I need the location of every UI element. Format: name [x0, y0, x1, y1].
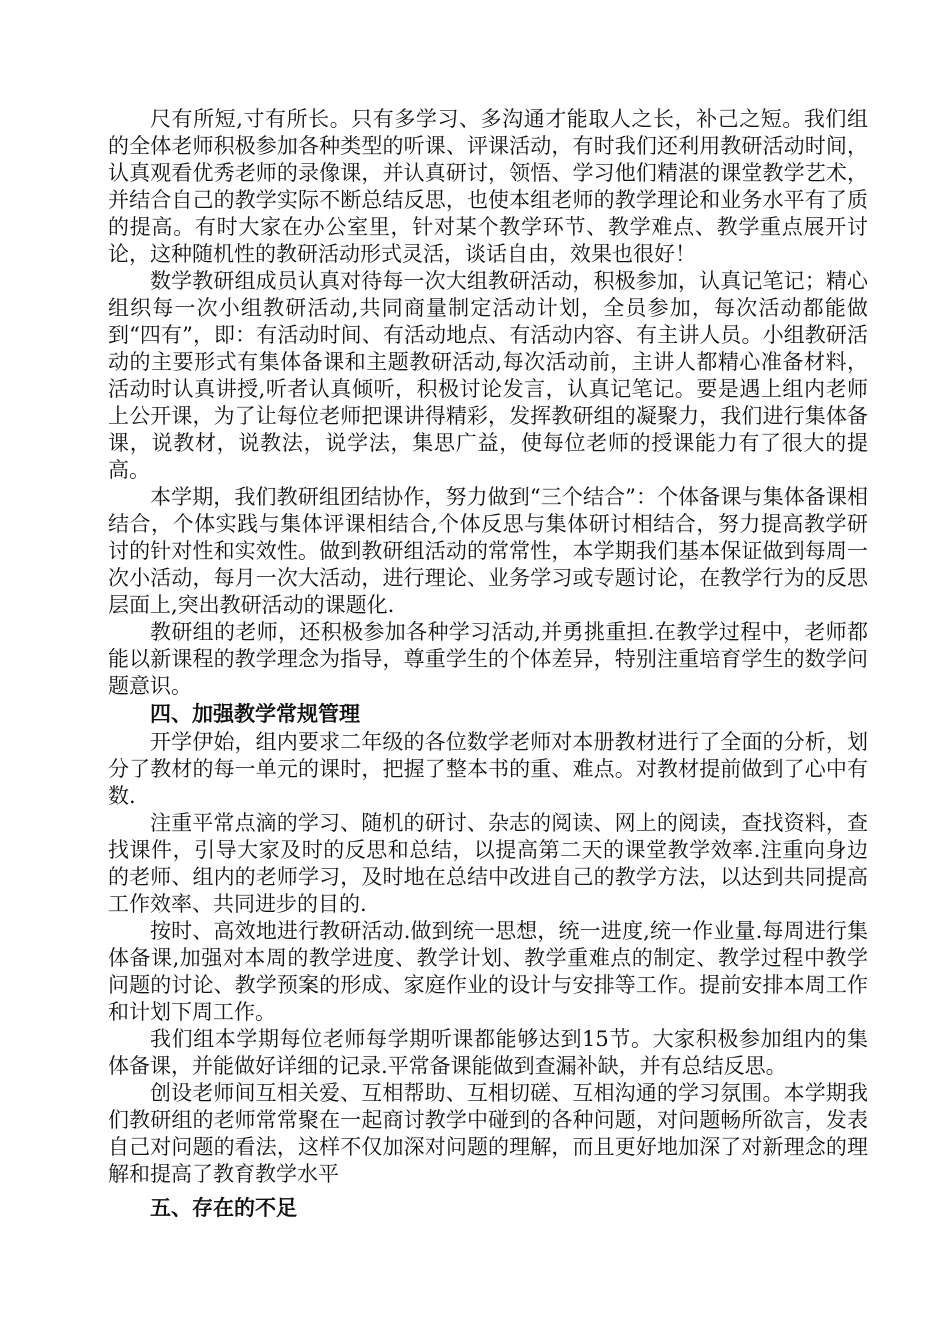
- paragraph-textbook-analysis: 开学伊始，组内要求二年级的各位数学老师对本册教材进行了全面的分析，划分了教材的每一单元的课时，把握了整本书的重、难点。对教材提前做到了心中有数.: [108, 730, 868, 808]
- paragraph-three-combinations: 本学期，我们教研组团结协作，努力做到“三个结合”：个体备课与集体备课相结合，个体实践与集体评课相结合,个体反思与集体研讨相结合，努力提高教学研讨的针对性和实效性。做到教研组活动的常常性，本学期我们基本保证做到每周一次小活动，每月一次大活动，进行理论、业务学习或专题讨论，在教学行为的反思层面上,突出教研活动的课题化.: [108, 485, 868, 617]
- paragraph-group-activities: 数学教研组成员认真对待每一次大组教研活动，积极参加，认真记笔记；精心组织每一次小组教研活动,共同商量制定活动计划，全员参加，每次活动都能做到“四有”，即：有活动时间、有活动地点、有活动内容、有主讲人员。小组教研活动的主要形式有集体备课和主题教研活动,每次活动前，主讲人都精心准备材料，活动时认真讲授,听者认真倾听，积极讨论发言，认真记笔记。要是遇上组内老师上公开课，为了让每位老师把课讲得精彩，发挥教研组的凝聚力，我们进行集体备课，说教材，说教法，说学法，集思广益，使每位老师的授课能力有了很大的提高。: [108, 269, 868, 482]
- paragraph-efficient-research: 按时、高效地进行教研活动.做到统一思想，统一进度,统一作业量.每周进行集体备课,加强对本周的教学进度、教学计划、教学重难点的制定、教学过程中教学问题的讨论、教学预案的形成、家庭作业的设计与安排等工作。提前安排本周工作和计划下周工作。: [108, 919, 868, 1024]
- section-heading-5: 五、存在的不足: [150, 1196, 297, 1220]
- paragraph-learning-activities: 教研组的老师，还积极参加各种学习活动,并勇挑重担.在教学过程中，老师都能以新课程的教学理念为指导，尊重学生的个体差异，特别注重培育学生的数学问题意识。: [108, 620, 868, 698]
- paragraph-learning-atmosphere: 创设老师间互相关爱、互相帮助、互相切磋、互相沟通的学习氛围。本学期我们教研组的老师常常聚在一起商讨教学中碰到的各种问题，对问题畅所欲言，发表自己对问题的看法，这样不仅加深对问题的理解，而且更好地加深了对新理念的理解和提高了教育教学水平: [108, 1081, 868, 1186]
- paragraph-peer-learning: 尺有所短,寸有所长。只有多学习、多沟通才能取人之长，补己之短。我们组的全体老师积极参加各种类型的听课、评课活动，有时我们还利用教研活动时间，认真观看优秀老师的录像课，并认真研讨，领悟、学习他们精湛的课堂教学艺术，并结合自己的教学实际不断总结反思，也使本组老师的教学理论和业务水平有了质的提高。有时大家在办公室里，针对某个教学环节、教学难点、教学重点展开讨论，这种随机性的教研活动形式灵活，谈话自由，效果也很好！: [108, 107, 868, 266]
- section-heading-4: 四、加强教学常规管理: [150, 702, 360, 726]
- paragraph-lesson-observation: 我们组本学期每位老师每学期听课都能够达到15节。大家积极参加组内的集体备课，并能做好详细的记录.平常备课能做到查漏补缺，并有总结反思。: [108, 1027, 868, 1078]
- paragraph-daily-study: 注重平常点滴的学习、随机的研讨、杂志的阅读、网上的阅读，查找资料，查找课件，引导大家及时的反思和总结，以提高第二天的课堂教学效率.注重向身边的老师、组内的老师学习，及时地在总结中改进自己的教学方法，以达到共同提高工作效率、共同进步的目的.: [108, 811, 868, 916]
- document-page: [108, 106, 868, 1223]
